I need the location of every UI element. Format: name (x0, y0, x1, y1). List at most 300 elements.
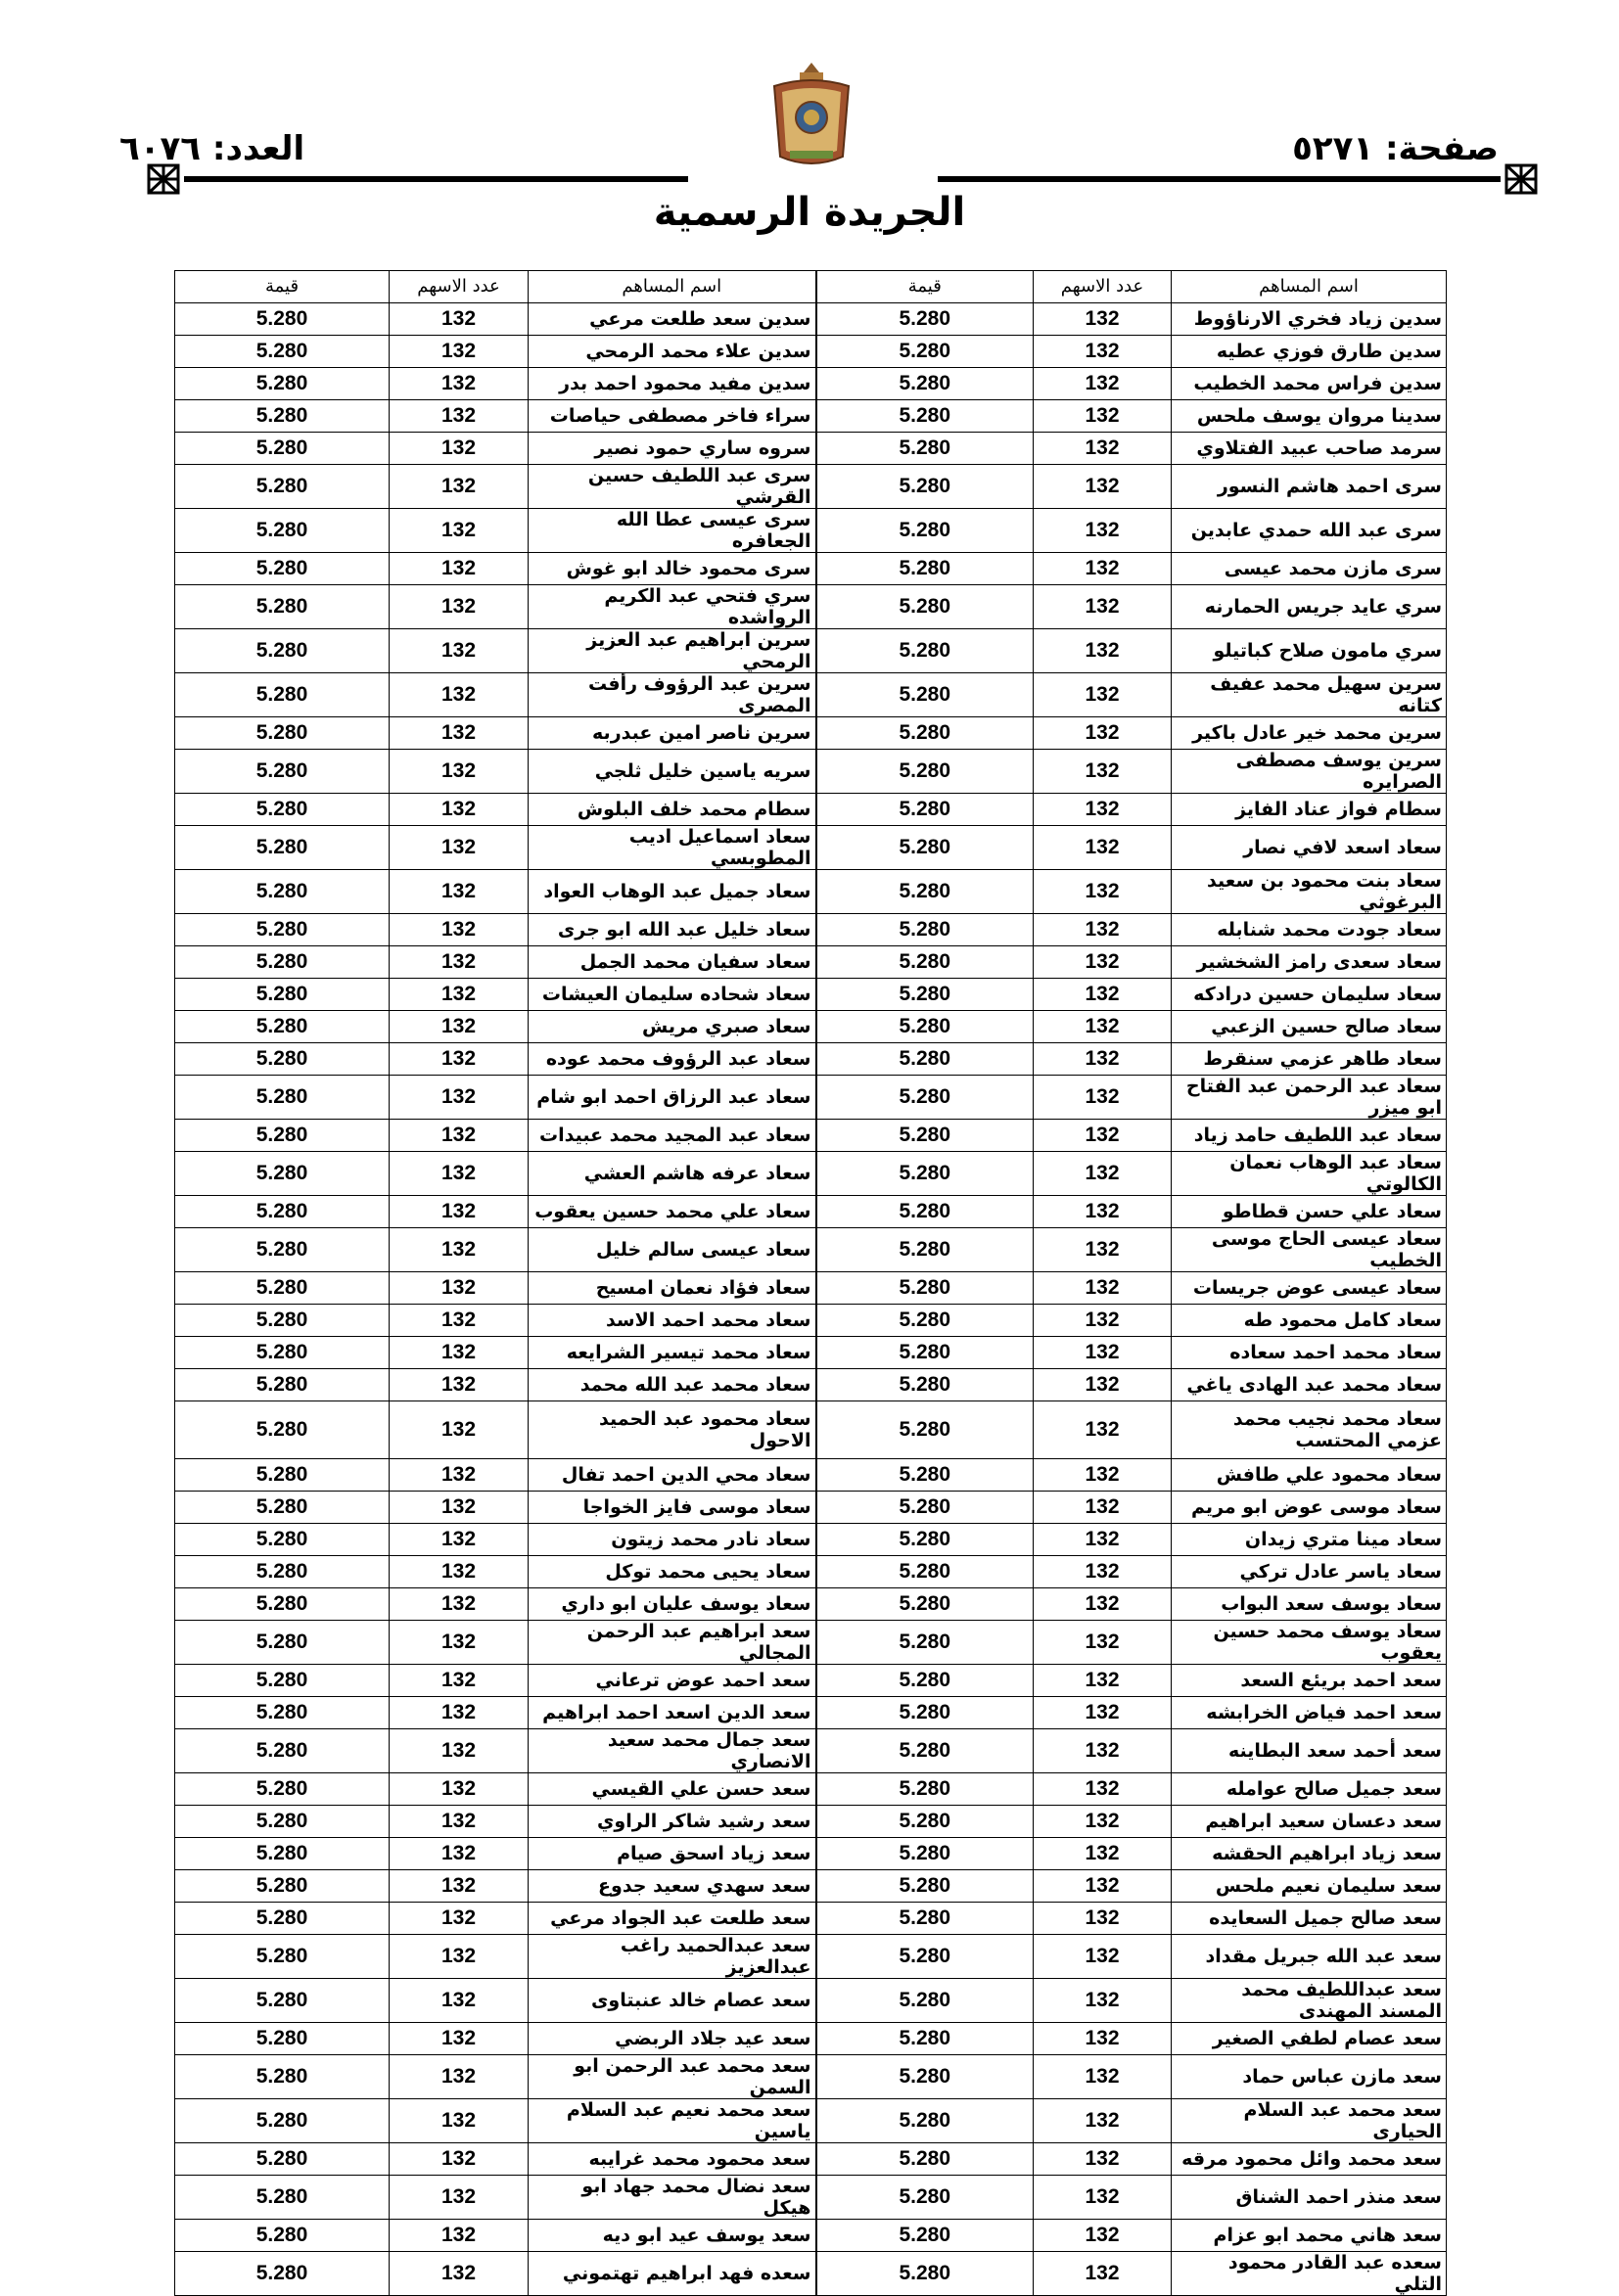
shareholder-name-cell: سعاد عبد اللطيف حامد زياد (1172, 1120, 1447, 1152)
column-header-value: قيمة (175, 271, 390, 303)
shareholder-name-cell: سدين فراس محمد الخطيب (1172, 368, 1447, 400)
shareholder-name-cell: سعاد مينا متري زيدان (1172, 1524, 1447, 1556)
shareholder-name-cell: سعد عبد الله جبريل مقداد (1172, 1935, 1447, 1979)
shareholder-name-cell: سدين زياد فخري الارناؤوط (1172, 303, 1447, 336)
share-count-cell: 132 (390, 2143, 529, 2176)
value-cell: 5.280 (175, 1369, 390, 1401)
shareholder-name-cell: سرين محمد خير عادل باكير (1172, 717, 1447, 750)
share-count-cell: 132 (1034, 553, 1172, 585)
value-cell: 5.280 (816, 1401, 1034, 1459)
share-count-cell: 132 (1034, 303, 1172, 336)
value-cell: 5.280 (175, 1492, 390, 1524)
share-count-cell: 132 (390, 1152, 529, 1196)
share-count-cell: 132 (1034, 1556, 1172, 1588)
value-cell: 5.280 (816, 2023, 1034, 2055)
value-cell: 5.280 (816, 1272, 1034, 1305)
value-cell: 5.280 (175, 794, 390, 826)
shareholder-name-cell: سعاد محمد تيسير الشرايعه (529, 1337, 816, 1369)
share-count-cell: 132 (390, 1588, 529, 1621)
value-cell: 5.280 (175, 368, 390, 400)
share-count-cell: 132 (390, 1556, 529, 1588)
value-cell: 5.280 (175, 2099, 390, 2143)
shareholder-name-cell: سرين ابراهيم عبد العزيز الرمحي (529, 629, 816, 673)
share-count-cell: 132 (1034, 1272, 1172, 1305)
table-row (175, 1152, 1447, 1196)
page-number: صفحة: ٥٢٧١ (1292, 129, 1499, 168)
shareholder-name-cell: سعاد محمد عبد الله محمد (529, 1369, 816, 1401)
share-count-cell: 132 (1034, 465, 1172, 509)
value-cell: 5.280 (816, 1621, 1034, 1665)
value-cell: 5.280 (816, 336, 1034, 368)
value-cell: 5.280 (816, 629, 1034, 673)
share-count-cell: 132 (390, 1305, 529, 1337)
value-cell: 5.280 (175, 1305, 390, 1337)
value-cell: 5.280 (175, 673, 390, 717)
shareholder-name-cell: سرمد صاحب عبيد الفتلاوي (1172, 433, 1447, 465)
shareholder-name-cell: سعاد يوسف محمد حسين يعقوب (1172, 1621, 1447, 1665)
value-cell: 5.280 (175, 400, 390, 433)
share-count-cell: 132 (1034, 1120, 1172, 1152)
share-count-cell: 132 (390, 2099, 529, 2143)
value-cell: 5.280 (816, 1120, 1034, 1152)
value-cell: 5.280 (175, 2252, 390, 2296)
share-count-cell: 132 (1034, 826, 1172, 870)
value-cell: 5.280 (175, 1979, 390, 2023)
share-count-cell: 132 (1034, 2220, 1172, 2252)
shareholder-name-cell: سعد دعسان سعيد ابراهيم (1172, 1806, 1447, 1838)
share-count-cell: 132 (390, 1729, 529, 1773)
value-cell: 5.280 (175, 1903, 390, 1935)
shareholder-name-cell: سعد محمد عبد السلام الحيارى (1172, 2099, 1447, 2143)
table-row (175, 2176, 1447, 2220)
value-cell: 5.280 (175, 465, 390, 509)
share-count-cell: 132 (1034, 794, 1172, 826)
shareholder-name-cell: سعد مازن عباس حماد (1172, 2055, 1447, 2099)
value-cell: 5.280 (816, 509, 1034, 553)
shareholder-name-cell: سعاد علي حسن قطاطو (1172, 1196, 1447, 1228)
column-header-shareholder-name: اسم المساهم (529, 271, 816, 303)
value-cell: 5.280 (175, 1729, 390, 1773)
value-cell: 5.280 (816, 1806, 1034, 1838)
share-count-cell: 132 (1034, 870, 1172, 914)
table-row (175, 1120, 1447, 1152)
value-cell: 5.280 (175, 914, 390, 946)
share-count-cell: 132 (1034, 2176, 1172, 2220)
share-count-cell: 132 (1034, 1305, 1172, 1337)
shareholder-name-cell: سعد عيد جلاد الربضي (529, 2023, 816, 2055)
shareholder-name-cell: سعد عبداللطيف محمد المسند المهندى (1172, 1979, 1447, 2023)
shareholder-name-cell: سرى عبد اللطيف حسين القرشي (529, 465, 816, 509)
share-count-cell: 132 (1034, 1588, 1172, 1621)
shareholder-name-cell: سعد حسن علي القيسي (529, 1773, 816, 1806)
shareholder-name-cell: سعده عبد القادر محمود التلي (1172, 2252, 1447, 2296)
share-count-cell: 132 (390, 1369, 529, 1401)
table-row (175, 1838, 1447, 1870)
share-count-cell: 132 (1034, 1838, 1172, 1870)
table-row (175, 465, 1447, 509)
table-row (175, 400, 1447, 433)
value-cell: 5.280 (816, 1729, 1034, 1773)
header-rule-right (938, 176, 1501, 182)
table-row (175, 1305, 1447, 1337)
shareholder-name-cell: سعد زياد ابراهيم الحقشه (1172, 1838, 1447, 1870)
share-count-cell: 132 (1034, 1076, 1172, 1120)
shareholder-name-cell: سعاد محمد احمد الاسد (529, 1305, 816, 1337)
value-cell: 5.280 (816, 979, 1034, 1011)
shareholder-name-cell: سرين يوسف مصطفى الصرايره (1172, 750, 1447, 794)
shareholder-name-cell: سعاد عيسى عوض جريسات (1172, 1272, 1447, 1305)
table-row (175, 1773, 1447, 1806)
shareholder-name-cell: سريه ياسين خليل ثلجي (529, 750, 816, 794)
value-cell: 5.280 (816, 2220, 1034, 2252)
shareholder-name-cell: سعاد عيسى سالم خليل (529, 1228, 816, 1272)
value-cell: 5.280 (816, 914, 1034, 946)
value-cell: 5.280 (175, 1076, 390, 1120)
value-cell: 5.280 (175, 1556, 390, 1588)
shareholder-name-cell: سعاد يحيى محمد توكل (529, 1556, 816, 1588)
share-count-cell: 132 (390, 979, 529, 1011)
value-cell: 5.280 (175, 1011, 390, 1043)
table-row (175, 629, 1447, 673)
value-cell: 5.280 (175, 870, 390, 914)
table-row (175, 946, 1447, 979)
share-count-cell: 132 (390, 1665, 529, 1697)
table-row (175, 750, 1447, 794)
table-row (175, 553, 1447, 585)
shareholder-name-cell: سعاد عرفه هاشم العشي (529, 1152, 816, 1196)
value-cell: 5.280 (175, 2055, 390, 2099)
table-row (175, 1524, 1447, 1556)
value-cell: 5.280 (175, 1120, 390, 1152)
value-cell: 5.280 (175, 1196, 390, 1228)
shareholder-name-cell: سرى احمد هاشم النسور (1172, 465, 1447, 509)
shareholder-name-cell: سعد ابراهيم عبد الرحمن المجالي (529, 1621, 816, 1665)
table-row (175, 979, 1447, 1011)
share-count-cell: 132 (390, 1196, 529, 1228)
shareholder-name-cell: سعده فهد ابراهيم تهتموني (529, 2252, 816, 2296)
shareholder-name-cell: سعد عبدالحميد راغب عبدالعزيز (529, 1935, 816, 1979)
value-cell: 5.280 (816, 553, 1034, 585)
table-row (175, 1979, 1447, 2023)
value-cell: 5.280 (175, 433, 390, 465)
table-row (175, 870, 1447, 914)
shareholder-name-cell: سعاد عبد الوهاب نعمان الكالوتي (1172, 1152, 1447, 1196)
value-cell: 5.280 (816, 465, 1034, 509)
share-count-cell: 132 (1034, 2023, 1172, 2055)
share-count-cell: 132 (1034, 1729, 1172, 1773)
shareholder-name-cell: سعاد يوسف عليان ابو داري (529, 1588, 816, 1621)
value-cell: 5.280 (175, 303, 390, 336)
shareholder-name-cell: سعاد ياسر عادل تركي (1172, 1556, 1447, 1588)
share-count-cell: 132 (390, 368, 529, 400)
share-count-cell: 132 (1034, 2099, 1172, 2143)
value-cell: 5.280 (175, 1697, 390, 1729)
table-row (175, 2023, 1447, 2055)
table-row (175, 1665, 1447, 1697)
value-cell: 5.280 (816, 585, 1034, 629)
share-count-cell: 132 (1034, 400, 1172, 433)
value-cell: 5.280 (175, 1935, 390, 1979)
value-cell: 5.280 (816, 673, 1034, 717)
header-rule-left (184, 176, 688, 182)
share-count-cell: 132 (1034, 1337, 1172, 1369)
value-cell: 5.280 (816, 1337, 1034, 1369)
shareholder-name-cell: سراء فاخر مصطفى حياصات (529, 400, 816, 433)
value-cell: 5.280 (816, 750, 1034, 794)
shareholder-name-cell: سرى محمود خالد ابو غوش (529, 553, 816, 585)
shareholder-name-cell: سعد محمد وائل محمود مرقه (1172, 2143, 1447, 2176)
value-cell: 5.280 (816, 1935, 1034, 1979)
share-count-cell: 132 (390, 2023, 529, 2055)
value-cell: 5.280 (816, 2099, 1034, 2143)
value-cell: 5.280 (816, 1043, 1034, 1076)
shareholder-name-cell: سعاد يوسف سعد البواب (1172, 1588, 1447, 1621)
share-count-cell: 132 (1034, 673, 1172, 717)
share-count-cell: 132 (390, 1492, 529, 1524)
value-cell: 5.280 (175, 585, 390, 629)
shareholder-name-cell: سعد يوسف عيد ابو ديه (529, 2220, 816, 2252)
value-cell: 5.280 (816, 870, 1034, 914)
shareholder-name-cell: سرى عيسى عطا الله الجعافره (529, 509, 816, 553)
value-cell: 5.280 (175, 2220, 390, 2252)
table-row (175, 1729, 1447, 1773)
shareholder-name-cell: سرين عبد الرؤوف رأفت المصرى (529, 673, 816, 717)
shareholder-name-cell: سعاد شحاده سليمان العيشات (529, 979, 816, 1011)
value-cell: 5.280 (816, 2055, 1034, 2099)
share-count-cell: 132 (390, 1401, 529, 1459)
share-count-cell: 132 (1034, 1621, 1172, 1665)
value-cell: 5.280 (816, 2252, 1034, 2296)
value-cell: 5.280 (175, 1665, 390, 1697)
value-cell: 5.280 (816, 1870, 1034, 1903)
shareholder-name-cell: سعد جمال محمد سعيد الانصاري (529, 1729, 816, 1773)
value-cell: 5.280 (816, 1492, 1034, 1524)
value-cell: 5.280 (816, 946, 1034, 979)
shareholder-name-cell: سعاد موسى عوض ابو مريم (1172, 1492, 1447, 1524)
value-cell: 5.280 (175, 2143, 390, 2176)
shareholder-name-cell: سعاد محي الدين احمد تفال (529, 1459, 816, 1492)
shareholder-name-cell: سعاد جميل عبد الوهاب العواد (529, 870, 816, 914)
value-cell: 5.280 (816, 433, 1034, 465)
shareholder-name-cell: سعاد محمود علي طافش (1172, 1459, 1447, 1492)
table-row (175, 303, 1447, 336)
shareholder-name-cell: سري عايد جريس الحمارنه (1172, 585, 1447, 629)
table-row (175, 1196, 1447, 1228)
value-cell: 5.280 (816, 1979, 1034, 2023)
shareholder-name-cell: سعد محمد نعيم عبد السلام ياسين (529, 2099, 816, 2143)
share-count-cell: 132 (390, 1870, 529, 1903)
share-count-cell: 132 (390, 946, 529, 979)
shareholder-name-cell: سعد نضال محمد جهاد ابو هيكل (529, 2176, 816, 2220)
share-count-cell: 132 (1034, 914, 1172, 946)
shareholder-name-cell: سعد منذر احمد الشناق (1172, 2176, 1447, 2220)
share-count-cell: 132 (390, 2252, 529, 2296)
shareholder-name-cell: سعد زياد اسحق صيام (529, 1838, 816, 1870)
share-count-cell: 132 (390, 1120, 529, 1152)
shareholder-name-cell: سعاد خليل عبد الله ابو جرى (529, 914, 816, 946)
share-count-cell: 132 (1034, 1806, 1172, 1838)
table-row (175, 1588, 1447, 1621)
share-count-cell: 132 (390, 303, 529, 336)
table-row (175, 1076, 1447, 1120)
value-cell: 5.280 (175, 717, 390, 750)
value-cell: 5.280 (816, 1838, 1034, 1870)
shareholder-name-cell: سرى عبد الله حمدي عابدين (1172, 509, 1447, 553)
value-cell: 5.280 (175, 750, 390, 794)
share-count-cell: 132 (390, 1459, 529, 1492)
share-count-cell: 132 (390, 553, 529, 585)
value-cell: 5.280 (175, 553, 390, 585)
value-cell: 5.280 (175, 1870, 390, 1903)
coat-of-arms-icon (761, 57, 862, 174)
value-cell: 5.280 (816, 400, 1034, 433)
value-cell: 5.280 (175, 1524, 390, 1556)
value-cell: 5.280 (816, 1076, 1034, 1120)
share-count-cell: 132 (1034, 433, 1172, 465)
shareholder-name-cell: سطام فواز عناد الفايز (1172, 794, 1447, 826)
shareholder-name-cell: سعاد طاهر عزمي سنقرط (1172, 1043, 1447, 1076)
share-count-cell: 132 (1034, 1935, 1172, 1979)
value-cell: 5.280 (175, 1337, 390, 1369)
share-count-cell: 132 (390, 870, 529, 914)
shareholder-name-cell: سدينا مروان يوسف ملحس (1172, 400, 1447, 433)
share-count-cell: 132 (390, 1621, 529, 1665)
shareholder-name-cell: سعد صالح جميل السعايده (1172, 1903, 1447, 1935)
shareholder-name-cell: سعد هاني محمد ابو عزام (1172, 2220, 1447, 2252)
table-row (175, 336, 1447, 368)
share-count-cell: 132 (390, 1043, 529, 1076)
value-cell: 5.280 (816, 1588, 1034, 1621)
share-count-cell: 132 (1034, 1459, 1172, 1492)
value-cell: 5.280 (175, 629, 390, 673)
share-count-cell: 132 (1034, 979, 1172, 1011)
shareholder-name-cell: سعاد محمد عبد الهادى ياغي (1172, 1369, 1447, 1401)
shareholder-name-cell: سعد محمد عبد الرحمن ابو السمن (529, 2055, 816, 2099)
share-count-cell: 132 (390, 673, 529, 717)
shareholder-name-cell: سعاد علي محمد حسين يعقوب (529, 1196, 816, 1228)
value-cell: 5.280 (175, 1621, 390, 1665)
table-row (175, 1621, 1447, 1665)
shareholder-name-cell: سري فتحي عبد الكريم الرواشده (529, 585, 816, 629)
column-header-value: قيمة (816, 271, 1034, 303)
value-cell: 5.280 (816, 1011, 1034, 1043)
share-count-cell: 132 (1034, 336, 1172, 368)
shareholder-name-cell: سدين طارق فوزي عطيه (1172, 336, 1447, 368)
share-count-cell: 132 (1034, 1697, 1172, 1729)
value-cell: 5.280 (175, 336, 390, 368)
column-header-share-count: عدد الاسهم (1034, 271, 1172, 303)
shareholder-name-cell: سعد احمد بريئع السعد (1172, 1665, 1447, 1697)
share-count-cell: 132 (390, 509, 529, 553)
shareholder-name-cell: سعاد جودت محمد شنابله (1172, 914, 1447, 946)
value-cell: 5.280 (816, 1459, 1034, 1492)
table-row (175, 717, 1447, 750)
shareholder-name-cell: سعاد عبد الرزاق احمد ابو شام (529, 1076, 816, 1120)
shareholder-name-cell: سعاد سليمان حسين درادكه (1172, 979, 1447, 1011)
table-row (175, 1903, 1447, 1935)
share-count-cell: 132 (1034, 1043, 1172, 1076)
share-count-cell: 132 (1034, 1011, 1172, 1043)
table-row (175, 1459, 1447, 1492)
share-count-cell: 132 (1034, 1524, 1172, 1556)
value-cell: 5.280 (816, 1369, 1034, 1401)
table-row (175, 914, 1447, 946)
shareholder-name-cell: سعاد نادر محمد زيتون (529, 1524, 816, 1556)
table-row (175, 2099, 1447, 2143)
share-count-cell: 132 (1034, 1401, 1172, 1459)
table-row (175, 1556, 1447, 1588)
value-cell: 5.280 (175, 826, 390, 870)
share-count-cell: 132 (390, 1903, 529, 1935)
value-cell: 5.280 (175, 2023, 390, 2055)
share-count-cell: 132 (1034, 1228, 1172, 1272)
share-count-cell: 132 (390, 1773, 529, 1806)
share-count-cell: 132 (1034, 1870, 1172, 1903)
share-count-cell: 132 (390, 1076, 529, 1120)
table-row (175, 2220, 1447, 2252)
shareholder-name-cell: سطام محمد خلف البلوش (529, 794, 816, 826)
shareholder-name-cell: سري مامون صلاح كباتيلو (1172, 629, 1447, 673)
share-count-cell: 132 (390, 826, 529, 870)
value-cell: 5.280 (816, 1556, 1034, 1588)
table-row (175, 826, 1447, 870)
table-row (175, 585, 1447, 629)
table-row (175, 2055, 1447, 2099)
shareholder-name-cell: سعد سليمان نعيم ملحس (1172, 1870, 1447, 1903)
table-row (175, 1935, 1447, 1979)
value-cell: 5.280 (175, 1838, 390, 1870)
share-count-cell: 132 (390, 1935, 529, 1979)
shareholder-name-cell: سعاد كامل محمود طه (1172, 1305, 1447, 1337)
shareholder-name-cell: سعد محمود محمد غرايبه (529, 2143, 816, 2176)
table-row (175, 1806, 1447, 1838)
shareholder-name-cell: سدين سعد طلعت مرعي (529, 303, 816, 336)
share-count-cell: 132 (390, 750, 529, 794)
shareholder-name-cell: سعاد صبري مريش (529, 1011, 816, 1043)
shareholder-name-cell: سعد رشيد شاكر الراوي (529, 1806, 816, 1838)
shareholder-name-cell: سدين علاء محمد الرمحي (529, 336, 816, 368)
share-count-cell: 132 (1034, 629, 1172, 673)
value-cell: 5.280 (816, 2176, 1034, 2220)
shareholders-table-wrapper (174, 270, 1446, 2296)
shareholder-name-cell: سرى مازن محمد عيسى (1172, 553, 1447, 585)
share-count-cell: 132 (1034, 2055, 1172, 2099)
value-cell: 5.280 (175, 1228, 390, 1272)
shareholder-name-cell: سرين ناصر امين عبدربه (529, 717, 816, 750)
shareholder-name-cell: سعد عصام خالد عنبتاوى (529, 1979, 816, 2023)
share-count-cell: 132 (1034, 1196, 1172, 1228)
table-row (175, 509, 1447, 553)
shareholder-name-cell: سعاد سعدى رامز الشخشير (1172, 946, 1447, 979)
shareholder-name-cell: سعد أحمد سعد البطاينه (1172, 1729, 1447, 1773)
value-cell: 5.280 (816, 1152, 1034, 1196)
shareholder-name-cell: سعاد عيسى الحاج موسى الخطيب (1172, 1228, 1447, 1272)
share-count-cell: 132 (390, 336, 529, 368)
column-header-shareholder-name: اسم المساهم (1172, 271, 1447, 303)
shareholder-name-cell: سعاد فؤاد نعمان امسيح (529, 1272, 816, 1305)
table-header-row (175, 271, 1447, 303)
share-count-cell: 132 (390, 2176, 529, 2220)
table-row (175, 673, 1447, 717)
shareholder-name-cell: سعد سهدي سعيد جدوع (529, 1870, 816, 1903)
share-count-cell: 132 (390, 1011, 529, 1043)
share-count-cell: 132 (1034, 1979, 1172, 2023)
share-count-cell: 132 (390, 1228, 529, 1272)
share-count-cell: 132 (390, 585, 529, 629)
value-cell: 5.280 (816, 1903, 1034, 1935)
shareholder-name-cell: سروه ساري حمود نصير (529, 433, 816, 465)
table-row (175, 1697, 1447, 1729)
